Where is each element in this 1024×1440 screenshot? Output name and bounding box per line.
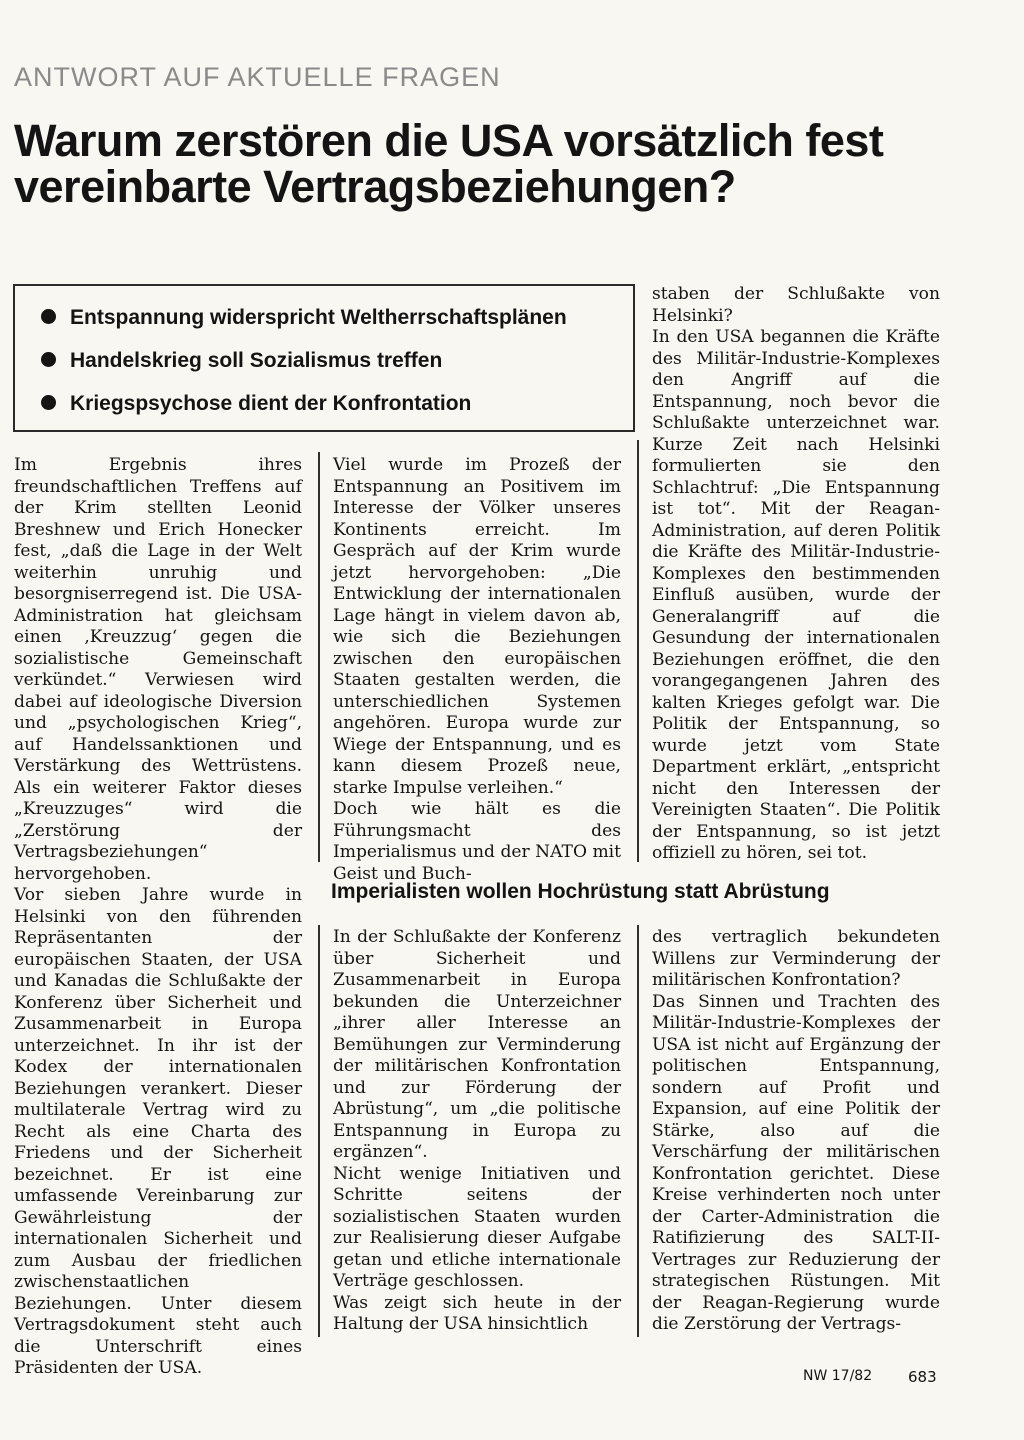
column-divider [637,925,639,1337]
summary-box [13,284,635,432]
paragraph: des vertraglich bekundeten Willens zur Verminderung der militärischen Konfrontation? [652,927,940,990]
article-column-2-bottom [333,927,621,1336]
summary-point [41,341,633,384]
summary-point [41,384,633,427]
issue-label: NW 17/82 [803,1368,873,1384]
summary-point-text: Kriegspsychose dient der Konfrontation [70,392,472,415]
summary-point [41,298,633,341]
bullet-dot-icon [41,395,56,410]
paragraph: Das Sinnen und Trachten des Militär-Industrie-Komplexes der USA ist nicht auf Ergänzung der politischen Entspannung, sondern auf Profit und Expansion, auf eine Politik der Stärke, also auf die Verschärfung der militärischen Konfrontation gerichtet. Diese Kreise verhinderten noch unter der Carter-Administration die Ratifizierung des SALT-II-Vertrages zur Reduzierung der strategischen Rüstungen. Mit der Reagan-Regierung wurde die Zerstörung der Vertrags- [652,991,940,1334]
page-title: Warum zerstören die USA vorsätzlich fest vereinbarte Vertragsbeziehungen? [14,115,884,212]
paragraph: Viel wurde im Prozeß der Entspannung an Positivem im Interesse der Völker unseres Kontinents erreicht. Im Gespräch auf der Krim wurde jetzt hervorgehoben: „Die Entwicklung der internationalen Lage hängt in vielem davon ab, wie sich die Beziehungen zwischen den europäischen Staaten gestalten werden, die unterschiedlichen Systemen angehören. Europa wurde zur Wiege der Entspannung, und es kann diesem Prozeß neue, starke Impulse verleihen.“ [333,455,621,798]
paragraph: Vor sieben Jahre wurde in Helsinki von den führenden Repräsentanten der europäischen Staaten, der USA und Kanadas die Schlußakte der Konferenz über Sicherheit und Zusammenarbeit in Europa unterzeichnet. In ihr ist der Kodex der internationalen Beziehungen verankert. Dieser multilaterale Vertrag wird zu Recht als eine Charta des Friedens und der Sicherheit bezeichnet. Er ist eine umfassende Vereinbarung zur Gewährleistung der internationalen Sicherheit und zum Ausbau der friedlichen zwischenstaatlichen Beziehungen. Unter diesem Vertragsdokument steht auch die Unterschrift eines Präsidenten der USA. [14,885,302,1378]
column-divider [637,440,639,862]
article-column-3-top [652,284,940,865]
paragraph: Doch wie hält es die Führungsmacht des Imperialismus und der NATO mit Geist und Buch- [333,799,621,884]
article-column-1 [14,455,302,1380]
section-kicker: ANTWORT AUF AKTUELLE FRAGEN [14,62,501,92]
paragraph: Nicht wenige Initiativen und Schritte seitens der sozialistischen Staaten wurden zur Realisierung dieser Aufgabe getan und etliche internationale Verträge geschlossen. [333,1163,621,1291]
paragraph: In der Schlußakte der Konferenz über Sicherheit und Zusammenarbeit in Europa bekunden die Unterzeichner „ihrer aller Interesse an Bemühungen zur Verminderung der militärischen Konfrontation und zur Förderung der Abrüstung“, um „die politische Entspannung in Europa zu ergänzen“. [333,927,621,1162]
summary-point-text: Handelskrieg soll Sozialismus treffen [70,349,443,372]
section-subheading: Imperialisten wollen Hochrüstung statt Abrüstung [331,880,830,903]
paragraph: Was zeigt sich heute in der Haltung der USA hinsichtlich [333,1292,621,1334]
paragraph: Im Ergebnis ihres freundschaftlichen Treffens auf der Krim stellten Leonid Breshnew und Erich Honecker fest, „daß die Lage in der Welt weiterhin unruhig und besorgniserregend ist. Die USA-Administration hat gleichsam einen ‚Kreuzzug‘ gegen die sozialistische Gemeinschaft verkündet.“ Verwiesen wird dabei auf ideologische Diversion und „psychologischen Krieg“, auf Handelssanktionen und Verstärkung des Wettrüstens. Als ein weiterer Faktor dieses „Kreuzzuges“ wird die „Zerstörung der Vertragsbeziehungen“ hervorgehoben. [14,455,302,884]
summary-point-text: Entspannung widerspricht Weltherrschaftsplänen [70,306,567,329]
column-divider [318,452,320,862]
paragraph: In den USA begannen die Kräfte des Militär-Industrie-Komplexes den Angriff auf die Entspannung, noch bevor die Schlußakte unterzeichnet war. Kurze Zeit nach Helsinki formulierten sie den Schlachtruf: „Die Entspannung ist tot“. Mit der Reagan-Administration, auf deren Politik die Kräfte des Militär-Industrie-Komplexes den bestimmenden Einfluß ausüben, wurde der Generalangriff auf die Gesundung der internationalen Beziehungen eröffnet, die den vorangegangenen Jahren des kalten Krieges gefolgt war. Die Politik der Entspannung, so wurde jetzt vom State Department erklärt, „entspricht nicht den Interessen der Vereinigten Staaten“. Die Politik der Entspannung, so ist jetzt offiziell zu hören, sei tot. [652,327,940,863]
column-divider [318,925,320,1337]
bullet-dot-icon [41,352,56,367]
article-column-3-bottom [652,927,940,1336]
paragraph: staben der Schlußakte von Helsinki? [652,284,940,326]
bullet-dot-icon [41,309,56,324]
page-number: 683 [908,1368,937,1386]
article-column-2-top [333,455,621,885]
